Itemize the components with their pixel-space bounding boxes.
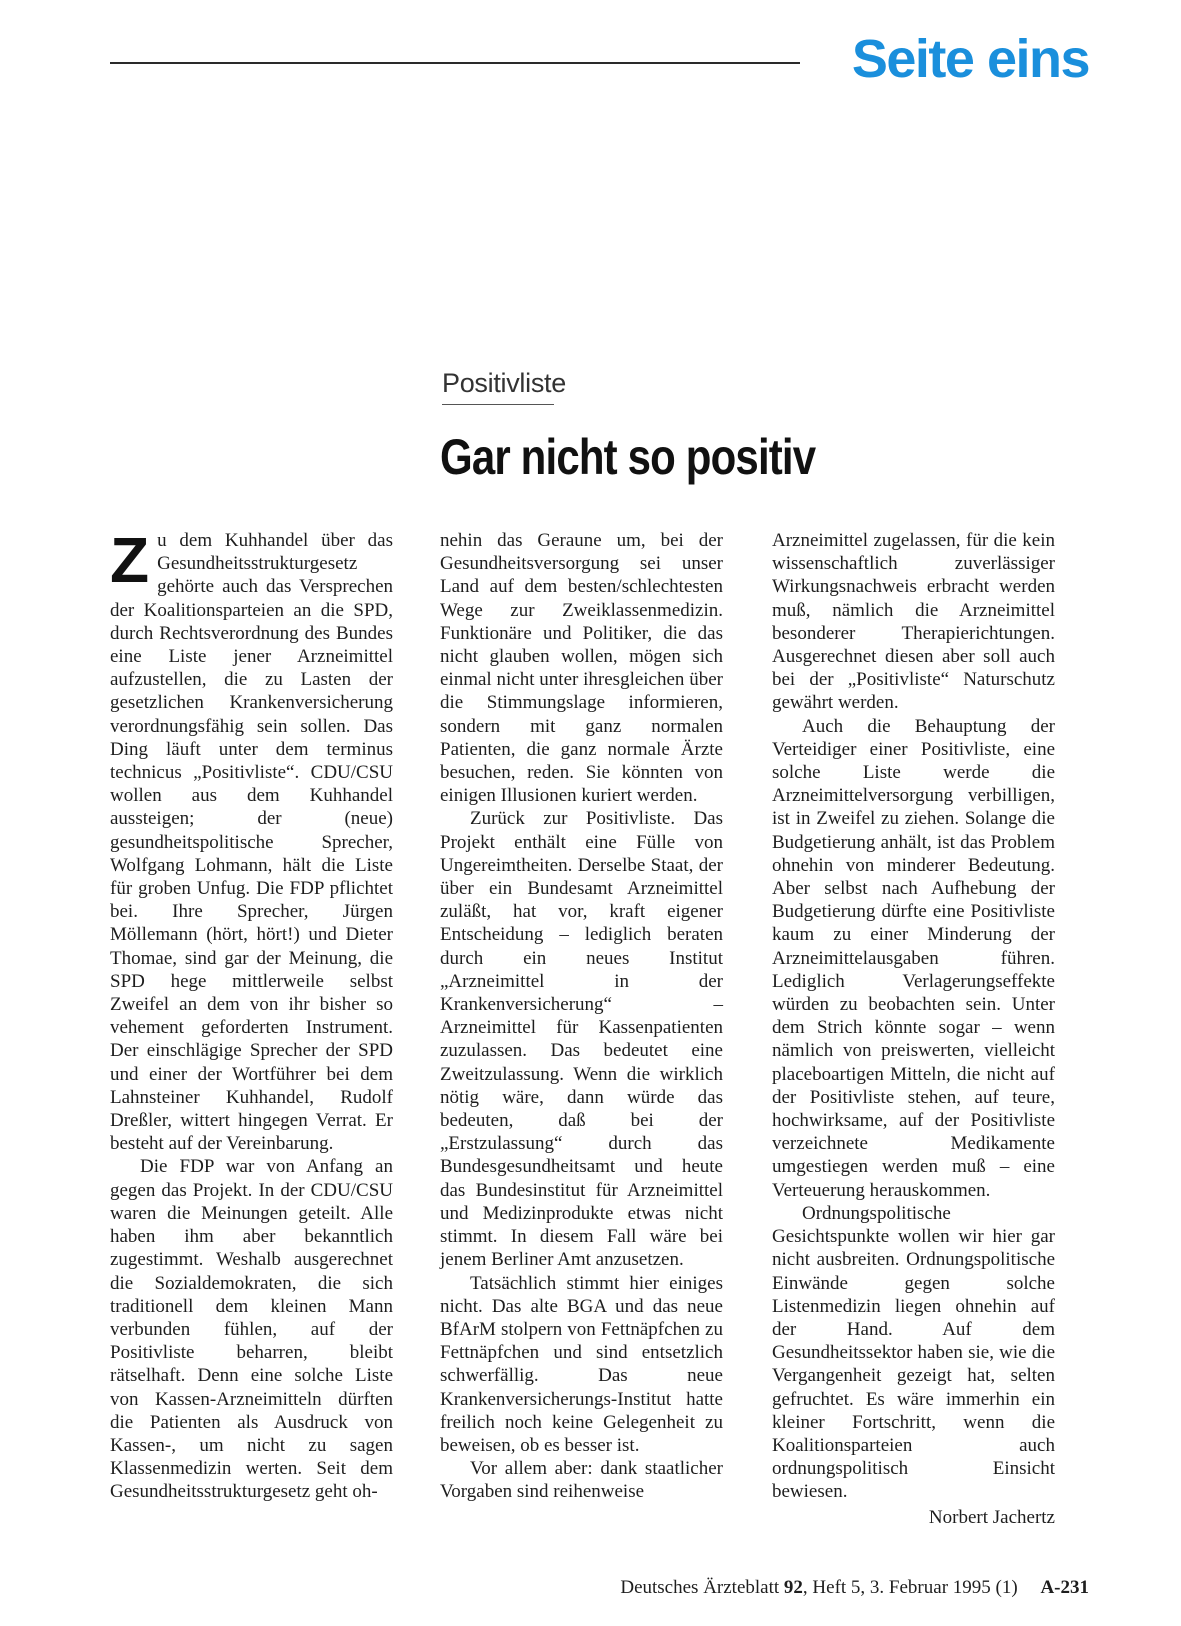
article-column-2 (440, 529, 723, 1504)
header-rule (110, 62, 800, 64)
page-number: A-231 (1040, 1577, 1089, 1598)
paragraph: Arzneimittel zugelassen, für die kein wissenschaftlich zuverlässiger Wirkungsnachweis erbracht werden muß, nämlich die Arzneimittel besonderer Therapierichtungen. Ausgerechnet diesen aber soll auch bei der „Positivliste“ Naturschutz gewährt werden. (772, 530, 1055, 714)
paragraph: nehin das Geraune um, bei der Gesundheitsversorgung sei unser Land auf dem besten/schlechtesten Wege zur Zweiklassenmedizin. Funktionäre und Politiker, die das nicht glauben wollen, mögen sich einmal nicht unter ihresgleichen über die Stimmungslage informieren, sondern mit ganz normalen Patienten, die ganz normale Ärzte besuchen, reden. Sie könnten von einigen Illusionen kuriert werden. (440, 530, 723, 807)
article-column-3 (772, 529, 1055, 1529)
volume-number: 92 (783, 1577, 803, 1598)
paragraph: Zurück zur Positivliste. Das Projekt enthält eine Fülle von Ungereimtheiten. Derselbe Staat, der über ein Bundesamt Arzneimittel zuläßt, hat vor, kraft eigener Entscheidung – lediglich beraten durch ein neues Institut „Arzneimittel in der Krankenversicherung“ – Arzneimittel für Kassenpatienten zuzulassen. Das bedeutet eine Zweitzulassung. Wenn die wirklich nötig wäre, dann würde das bedeuten, daß bei der „Erstzulassung“ durch das Bundesgesundheitsamt und heute das Bundesinstitut für Arzneimittel und Medizinprodukte etwas nicht stimmt. In diesem Fall wäre bei jenem Berliner Amt anzusetzen. (440, 808, 723, 1271)
paragraph (110, 524, 393, 1155)
issue-info: , Heft 5, 3. Februar 1995 (1) (802, 1577, 1018, 1598)
author-byline: Norbert Jachertz (928, 1506, 1055, 1528)
kicker-underline (442, 404, 554, 405)
section-label: Seite eins (851, 29, 1089, 89)
paragraph: Die FDP war von Anfang an gegen das Projekt. In der CDU/CSU waren die Meinungen geteilt. Alle haben ihm aber bekanntlich zugestimmt. Weshalb ausgerechnet die Sozialdemokraten, die sich traditionell dem kleinen Mann verbunden fühlen, auf der Positivliste beharren, bleibt rätselhaft. Denn eine solche Liste von Kassen-Arzneimitteln dürften die Patienten als Ausdruck von Kassen-, um nicht zu sagen Klassenmedizin werten. Seit dem Gesundheitsstrukturgesetz geht oh- (110, 1156, 393, 1503)
paragraph: Tatsächlich stimmt hier einiges nicht. Das alte BGA und das neue BfArM stolpern von Fettnäpfchen zu Fettnäpfchen und sind entsetzlich schwerfällig. Das neue Krankenversicherungs-Institut hatte freilich noch keine Gelegenheit zu beweisen, ob es besser ist. (440, 1272, 723, 1456)
paragraph: Ordnungspolitische Gesichtspunkte wollen wir hier gar nicht ausbreiten. Ordnungspolitische Einwände gegen solche Listenmedizin liegen ohnehin auf der Hand. Auf dem Gesundheitssektor haben sie, wie die Vergangenheit gezeigt hat, selten gefruchtet. Es wäre immerhin ein kleiner Fortschritt, wenn die Koalitionsparteien auch ordnungspolitisch Einsicht bewiesen. (772, 1202, 1055, 1503)
article-column-1 (110, 524, 393, 1504)
article-kicker: Positivliste (442, 368, 566, 398)
article-headline: Gar nicht so positiv (440, 429, 816, 485)
paragraph: Auch die Behauptung der Verteidiger einer Positivliste, eine solche Liste werde die Arzneimittelversorgung verbilligen, ist in Zweifel zu ziehen. Solange die Budgetierung anhält, ist das Problem ohnehin von minderer Bedeutung. Aber selbst nach Aufhebung der Budgetierung dürfte eine Positivliste kaum zu einer Minderung der Arzneimittelausgaben führen. Lediglich Verlagerungseffekte würden zu beobachten sein. Unter dem Strich könnte sogar – wenn nämlich von preiswerten, vielleicht placeboartigen Mitteln, die nicht auf der Positivliste stehen, auf teure, hochwirksame, auf der Positivliste verzeichnete Medikamente umgestiegen werden muß – eine Verteuerung herauskommen. (772, 715, 1055, 1201)
journal-name: Deutsches Ärzteblatt (620, 1577, 780, 1598)
drop-cap: Z (110, 524, 150, 596)
paragraph-text: u dem Kuhhandel über das Gesundheitsstrukturgesetz gehörte auch das Versprechen der Koalitionsparteien an die SPD, durch Rechtsverordnung des Bundes eine Liste jener Arzneimittel aufzustellen, die zu Lasten der gesetzlichen Krankenversicherung verordnungsfähig sein sollen. Das Ding läuft unter dem terminus technicus „Positivliste“. CDU/CSU wollen aus dem Kuhhandel aussteigen; der (neue) gesundheitspolitische Sprecher, Wolfgang Lohmann, hält die Liste für groben Unfug. Die FDP pflichtet bei. Ihre Sprecher, Jürgen Möllemann (hört, hört!) und Dieter Thomae, sind gar der Meinung, die SPD hege mittlerweile selbst Zweifel an dem von ihr bisher so vehement geforderten Instrument. Der einschlägige Sprecher der SPD und einer der Wortführer bei dem Lahnsteiner Kuhhandel, Rudolf Dreßler, wittert hingegen Verrat. Er besteht auf der Vereinbarung. (110, 530, 393, 1155)
page-footer (620, 1577, 1089, 1599)
paragraph: Vor allem aber: dank staatlicher Vorgaben sind reihenweise (440, 1458, 723, 1503)
